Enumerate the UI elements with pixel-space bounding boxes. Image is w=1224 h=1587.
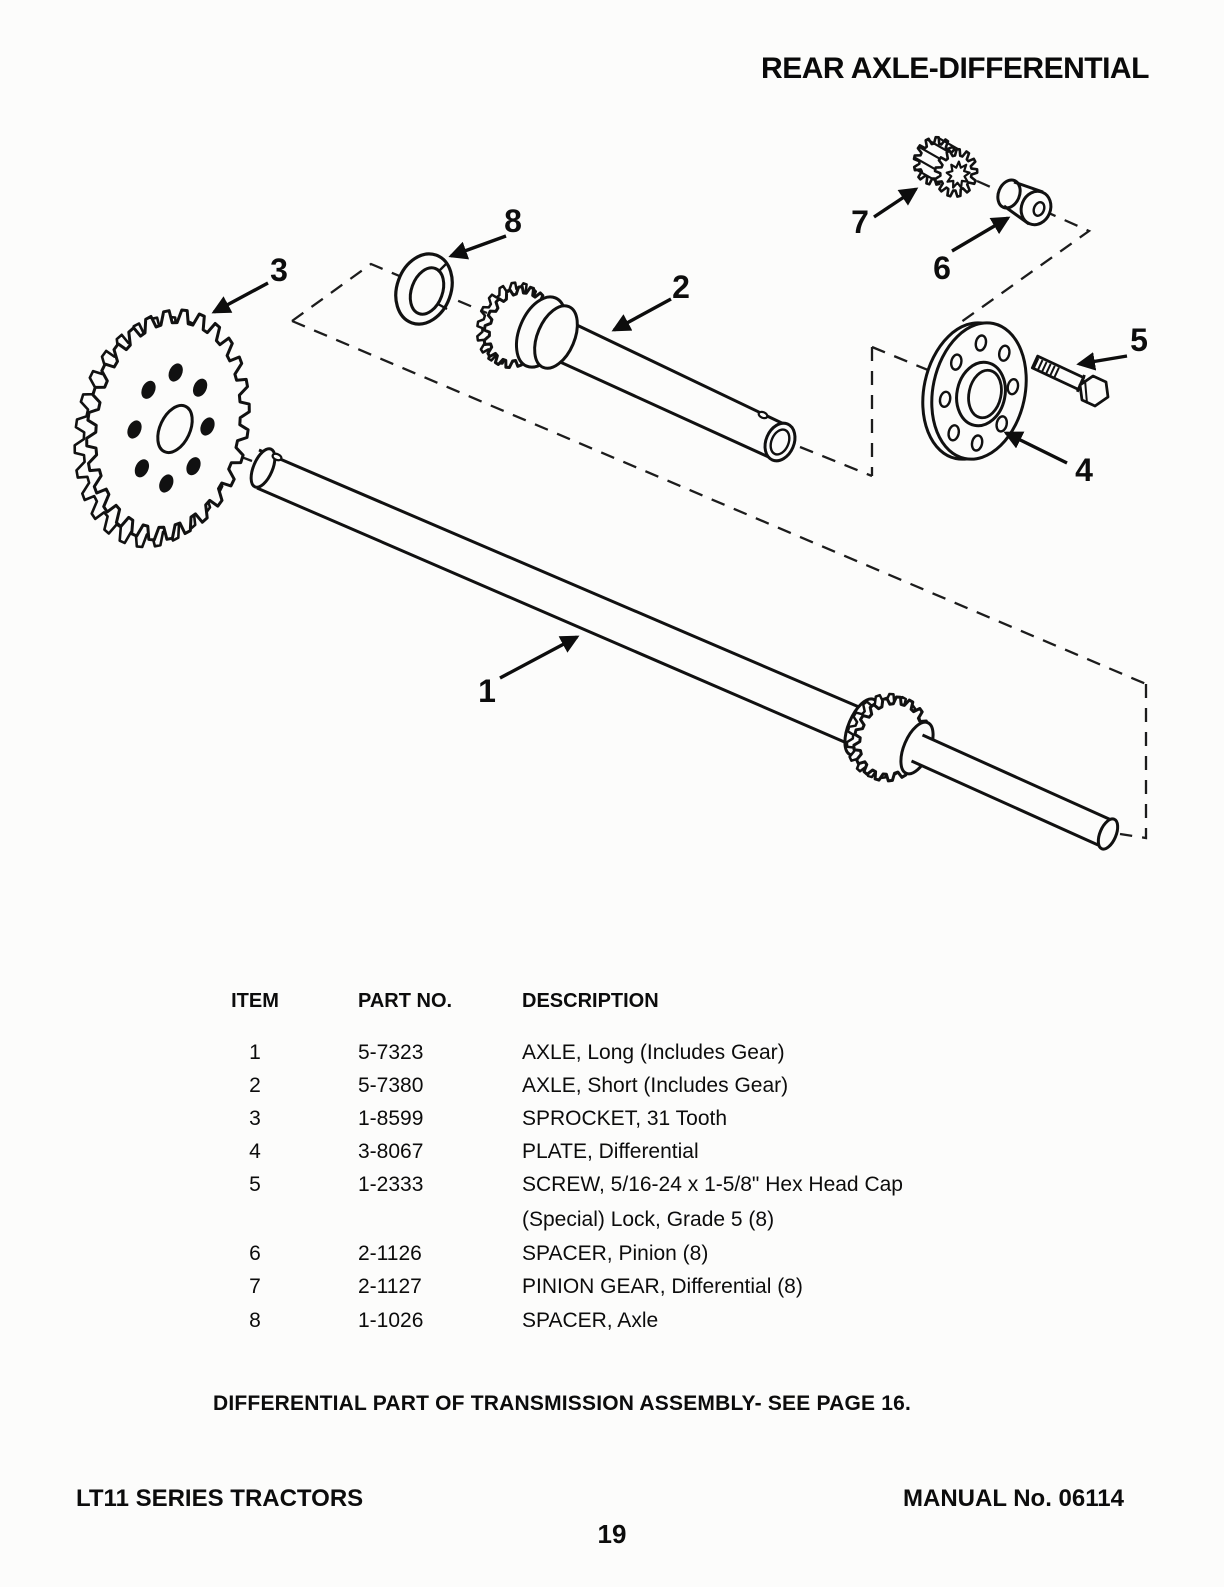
cell-desc: PLATE, Differential [522, 1140, 699, 1163]
footer-series: LT11 SERIES TRACTORS [76, 1485, 364, 1512]
callout-arrow-3 [214, 283, 268, 312]
callout-arrow-7 [874, 189, 916, 217]
cell-part: 3-8067 [358, 1140, 424, 1163]
part-hex-screw [1032, 356, 1108, 406]
table-header-row [0, 988, 1224, 1014]
part-sprocket [75, 310, 250, 547]
cell-desc: SPACER, Pinion (8) [522, 1242, 709, 1265]
table-row [0, 1172, 1224, 1198]
part-pinion-gear [914, 137, 977, 196]
callout-arrow-6 [952, 218, 1008, 251]
callout-label-7: 7 [851, 204, 869, 240]
table-row [0, 1040, 1224, 1066]
callout-label-3: 3 [270, 252, 288, 288]
cell-item: 4 [249, 1140, 261, 1163]
cell-desc: SPROCKET, 31 Tooth [522, 1107, 728, 1130]
col-header-desc: DESCRIPTION [522, 990, 659, 1012]
cell-item: 1 [249, 1041, 261, 1064]
cell-desc: PINION GEAR, Differential (8) [522, 1275, 803, 1298]
cell-desc: SPACER, Axle [522, 1309, 659, 1332]
callout-arrow-5 [1079, 356, 1127, 364]
page-number: 19 [597, 1519, 627, 1549]
cell-item: 7 [249, 1275, 261, 1298]
part-short-axle [477, 283, 800, 466]
table-row [0, 1274, 1224, 1300]
cell-part: 1-8599 [358, 1107, 424, 1130]
cell-part: 5-7323 [358, 1041, 424, 1064]
cell-part: 2-1126 [358, 1242, 422, 1265]
table-row [0, 1139, 1224, 1165]
footer-manual-no: MANUAL No. 06114 [903, 1485, 1124, 1512]
cell-part: 1-2333 [358, 1173, 424, 1196]
cell-item: 3 [249, 1107, 261, 1130]
callout-arrow-8 [451, 236, 506, 256]
callout-label-2: 2 [672, 269, 690, 305]
cell-desc: AXLE, Short (Includes Gear) [522, 1074, 789, 1097]
table-row [0, 1308, 1224, 1334]
part-differential-plate [911, 314, 1039, 468]
callout-label-1: 1 [478, 673, 496, 709]
col-header-item: ITEM [231, 990, 279, 1012]
table-row [0, 1073, 1224, 1099]
col-header-part: PART NO. [358, 990, 453, 1012]
part-axle-spacer [386, 246, 461, 332]
cell-desc: AXLE, Long (Includes Gear) [522, 1041, 785, 1064]
callout-arrow-4 [1006, 433, 1067, 463]
table-row-continuation [0, 1207, 1224, 1233]
callout-label-6: 6 [933, 250, 951, 286]
cell-desc: SCREW, 5/16-24 x 1-5/8" Hex Head Cap [522, 1173, 903, 1196]
callout-label-5: 5 [1130, 322, 1148, 358]
page-title: REAR AXLE-DIFFERENTIAL [761, 52, 1149, 85]
callout-label-4: 4 [1075, 452, 1093, 488]
cell-desc-continued: (Special) Lock, Grade 5 (8) [522, 1208, 775, 1231]
cell-part: 5-7380 [358, 1074, 424, 1097]
cell-part: 1-1026 [358, 1309, 424, 1332]
cell-item: 6 [249, 1242, 261, 1265]
cell-part: 2-1127 [358, 1275, 422, 1298]
cell-item: 8 [249, 1309, 261, 1332]
callout-arrow-2 [614, 299, 671, 330]
callout-arrow-1 [500, 637, 577, 678]
cell-item: 2 [249, 1074, 261, 1097]
table-row [0, 1241, 1224, 1267]
table-row [0, 1106, 1224, 1132]
cell-item: 5 [249, 1173, 261, 1196]
assembly-note: DIFFERENTIAL PART OF TRANSMISSION ASSEMBLY- SEE PAGE 16. [213, 1392, 912, 1415]
callout-label-8: 8 [504, 203, 522, 239]
part-long-axle [246, 445, 1121, 851]
